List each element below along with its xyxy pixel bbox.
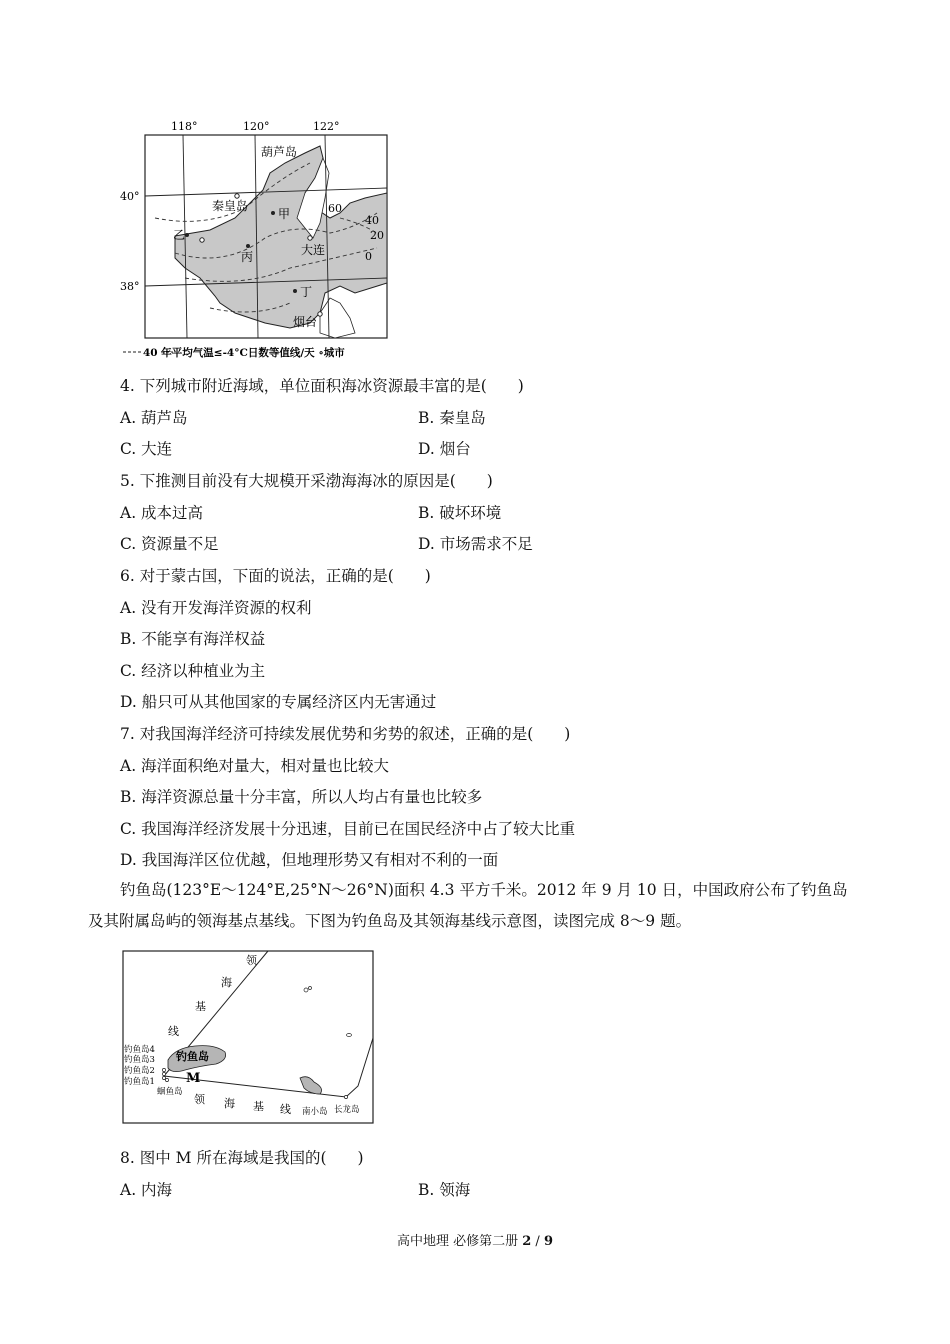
q4-option-c[interactable]: C. 大连	[120, 440, 173, 458]
place-huludao: 葫芦岛	[261, 145, 298, 159]
q6-option-a[interactable]: A. 没有开发海洋资源的权利	[120, 599, 312, 617]
lat-label: 38°	[120, 280, 140, 293]
baseline-char: 海	[221, 976, 232, 989]
lon-label: 120°	[243, 120, 270, 133]
q6-option-b[interactable]: B. 不能享有海洋权益	[120, 630, 266, 648]
page-footer	[0, 1230, 950, 1249]
q5-option-c[interactable]: C. 资源量不足	[120, 535, 219, 553]
diaoyu-intro: 钓鱼岛(123°E～124°E,25°N～26°N)面积 4.3 平方千米。2012 年 9 月 10 日，中国政府公布了钓鱼岛及其附属岛屿的领海基点基线。下图为钓鱼岛及其领海基线示意图，读图完成 8～9 题。	[88, 881, 848, 930]
question-7-stem: 7. 对我国海洋经济可持续发展优势和劣势的叙述，正确的是( )	[120, 725, 571, 743]
q6-option-c[interactable]: C. 经济以种植业为主	[120, 662, 266, 680]
map-legend: 40 年平均气温≤-4°C日数等值线/天 ∘城市	[143, 347, 345, 359]
page-number: 2	[522, 1234, 532, 1249]
contour-value: 0	[365, 250, 372, 263]
place-yantai: 烟台	[293, 315, 318, 329]
q5-option-d[interactable]: D. 市场需求不足	[418, 535, 533, 553]
lat-label: 40°	[120, 190, 140, 203]
changlong-label: 长龙岛	[334, 1105, 360, 1115]
q8-option-b[interactable]: B. 领海	[418, 1181, 471, 1199]
contour-value: 20	[370, 229, 384, 242]
place-dalian: 大连	[301, 243, 326, 257]
baseline-char: 基	[195, 1000, 206, 1013]
place-yi: 乙	[173, 228, 186, 242]
nanxiao-label: 南小岛	[302, 1107, 328, 1117]
footer-text: 高中地理 必修第二册	[396, 1234, 523, 1249]
bohai-sea-map	[115, 118, 405, 363]
point-label: 钓鱼岛2	[124, 1066, 155, 1076]
point-label: 钓鱼岛3	[124, 1055, 155, 1065]
contour-value: 40	[365, 214, 379, 227]
q4-option-d[interactable]: D. 烟台	[418, 440, 471, 458]
place-ding: 丁	[300, 285, 313, 299]
point-label: 钓鱼岛4	[124, 1045, 155, 1055]
q7-option-b[interactable]: B. 海洋资源总量十分丰富，所以人均占有量也比较多	[120, 788, 483, 806]
q7-option-c[interactable]: C. 我国海洋经济发展十分迅速，目前已在国民经济中占了较大比重	[120, 820, 576, 838]
question-5-stem: 5. 下推测目前没有大规模开采渤海海冰的原因是( )	[120, 472, 493, 490]
question-6-stem: 6. 对于蒙古国，下面的说法，正确的是( )	[120, 567, 431, 585]
baseline-char: 海	[224, 1097, 235, 1110]
q4-option-a[interactable]: A. 葫芦岛	[120, 409, 188, 427]
baseline-char: 线	[168, 1025, 179, 1038]
island-label: 钓鱼岛	[176, 1050, 209, 1063]
q7-option-a[interactable]: A. 海洋面积绝对量大，相对量也比较大	[120, 757, 390, 775]
huangyu-label: 蛔鱼岛	[157, 1087, 183, 1097]
q8-option-a[interactable]: A. 内海	[120, 1181, 173, 1199]
baseline-char: 线	[280, 1103, 291, 1116]
q5-option-a[interactable]: A. 成本过高	[120, 504, 204, 522]
q5-option-b[interactable]: B. 破坏环境	[418, 504, 502, 522]
lon-label: 118°	[171, 120, 198, 133]
page-total: 9	[543, 1234, 553, 1249]
point-label: 钓鱼岛1	[124, 1077, 155, 1087]
question-4-stem: 4. 下列城市附近海域，单位面积海冰资源最丰富的是( )	[120, 377, 524, 395]
diaoyu-baseline-map	[120, 948, 376, 1126]
q7-option-d[interactable]: D. 我国海洋区位优越，但地理形势又有相对不利的一面	[120, 851, 499, 869]
baseline-char: 领	[246, 954, 257, 967]
contour-value: 60	[328, 202, 342, 215]
page-sep: /	[531, 1234, 544, 1249]
m-label: M	[186, 1071, 201, 1086]
place-bing: 丙	[241, 250, 254, 264]
baseline-char: 领	[194, 1093, 205, 1106]
baseline-char: 基	[253, 1100, 264, 1113]
place-jia: 甲	[278, 207, 291, 221]
q4-option-b[interactable]: B. 秦皇岛	[418, 409, 486, 427]
lon-label: 122°	[313, 120, 340, 133]
q6-option-d[interactable]: D. 船只可从其他国家的专属经济区内无害通过	[120, 693, 437, 711]
place-qinhuangdao: 秦皇岛	[212, 199, 249, 213]
question-8-stem: 8. 图中 M 所在海域是我国的( )	[120, 1149, 364, 1167]
